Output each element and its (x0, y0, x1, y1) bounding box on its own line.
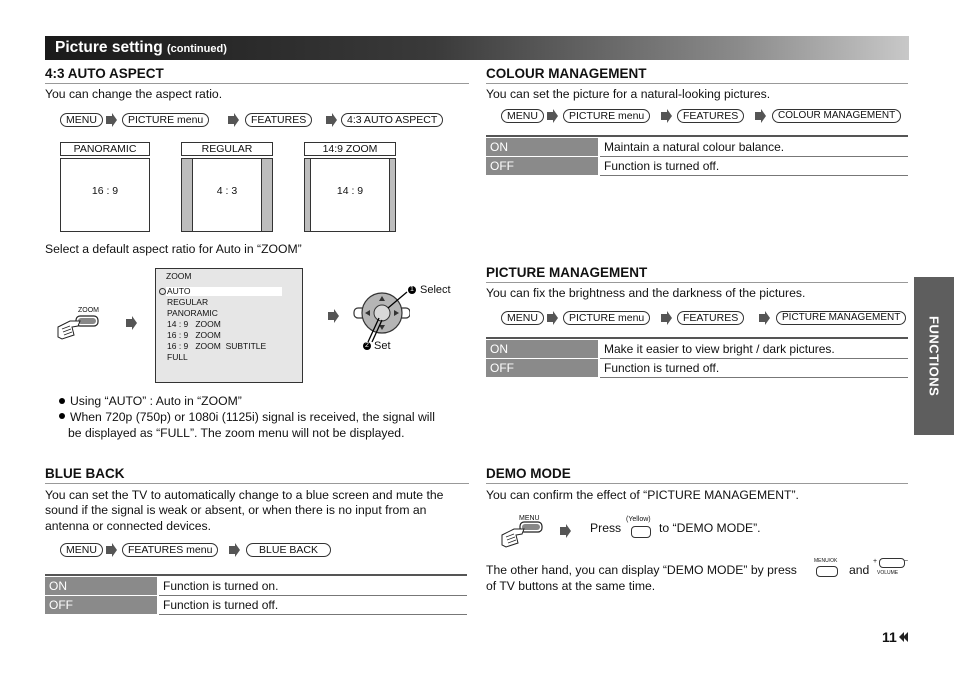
menu-ok-button-icon (816, 566, 838, 577)
nav-blue-back-pill: BLUE BACK (246, 543, 331, 557)
table-top-line (486, 135, 908, 137)
page-title-text: Picture setting (55, 39, 163, 56)
bullet-icon (59, 398, 65, 404)
aspect-section-title: 4:3 AUTO ASPECT (45, 66, 164, 81)
demo-title-rule (486, 483, 908, 484)
blue-back-text-line: antenna or connected devices. (45, 519, 212, 533)
yellow-label: (Yellow) (626, 516, 651, 523)
table-key-off: OFF (486, 359, 598, 377)
nav-picture-menu-pill: PICTURE menu (122, 113, 209, 127)
nav-arrow-icon (324, 113, 338, 127)
nav-arrow-icon (545, 109, 559, 123)
table-top-line (486, 337, 908, 339)
nav-arrow-icon (558, 524, 572, 538)
radio-selected-icon (159, 288, 166, 295)
nav-menu-pill: MENU (501, 311, 544, 325)
volume-button-icon (879, 558, 905, 568)
side-bar-right (261, 159, 272, 231)
zoom-menu-item: PANORAMIC (167, 308, 218, 318)
zoom-menu-title: ZOOM (166, 271, 192, 281)
aspect-mode-box-regular (181, 158, 273, 232)
picture-management-intro: You can fix the brightness and the darkness of the pictures. (486, 286, 806, 300)
page-title-continued: (continued) (166, 43, 227, 55)
aspect-ratio-text: 14 : 9 (336, 185, 364, 197)
zoom-menu-item: REGULAR (167, 297, 209, 307)
nav-features-menu-pill: FEATURES menu (122, 543, 218, 557)
aspect-mode-label-panoramic: PANORAMIC (60, 142, 150, 156)
page-title (55, 38, 227, 59)
nav-menu-pill: MENU (60, 543, 103, 557)
hand-press-menu-icon (500, 521, 546, 549)
side-bar-left (182, 159, 193, 231)
zoom-menu-panel (155, 268, 303, 383)
colour-intro: You can set the picture for a natural-looking pictures. (486, 87, 771, 101)
nav-colour-management-pill: COLOUR MANAGEMENT (772, 109, 901, 123)
nav-aspect-pill: 4:3 AUTO ASPECT (341, 113, 443, 127)
blue-back-text-line: You can set the TV to automatically change to a blue screen and mute the (45, 488, 444, 502)
bullet-icon (59, 413, 65, 419)
blue-back-section-title: BLUE BACK (45, 466, 125, 481)
nav-arrow-icon (545, 311, 559, 325)
step-1-badge: 1 (408, 286, 416, 294)
nav-arrow-icon (124, 316, 138, 330)
bullet-text: Using “AUTO” : Auto in “ZOOM” (70, 394, 242, 408)
nav-arrow-icon (104, 113, 118, 127)
nav-menu-pill: MENU (60, 113, 103, 127)
nav-menu-pill: MENU (501, 109, 544, 123)
yellow-button-icon (631, 526, 651, 538)
zoom-menu-item: AUTO (167, 286, 191, 296)
press-text: Press (590, 521, 622, 535)
nav-arrow-icon (226, 113, 240, 127)
menu-button-label: MENU (519, 515, 540, 522)
bullet-text: When 720p (750p) or 1080i (1125i) signal is received, the signal will (70, 410, 435, 424)
set-label: Set (374, 340, 391, 352)
nav-features-pill: FEATURES (245, 113, 312, 127)
blue-back-title-rule (45, 483, 469, 484)
blue-back-text-line: sound if the signal is weak or absent, or when there is no input from an (45, 503, 427, 517)
table-key-on: ON (486, 340, 598, 358)
table-value-off: Function is turned off. (600, 157, 908, 176)
side-bar-right (389, 159, 395, 231)
select-label: Select (420, 284, 451, 296)
table-key-off: OFF (45, 596, 157, 614)
zoom-menu-item: FULL (167, 352, 188, 362)
table-value-on: Function is turned on. (159, 577, 467, 596)
volume-minus-sign: − (904, 558, 909, 565)
table-value-off: Function is turned off. (600, 359, 908, 378)
picture-management-title-rule (486, 282, 908, 283)
hand-press-zoom-icon (56, 313, 102, 341)
nav-arrow-icon (227, 543, 241, 557)
aspect-intro: You can change the aspect ratio. (45, 87, 223, 101)
table-top-line (45, 574, 467, 576)
menu-ok-label: MENU/OK (814, 558, 838, 564)
to-demo-text: to “DEMO MODE”. (659, 521, 761, 535)
aspect-ratio-text: 16 : 9 (91, 185, 119, 197)
nav-picture-menu-pill: PICTURE menu (563, 311, 650, 325)
nav-arrow-icon (326, 309, 340, 323)
zoom-menu-item: 14 : 9 ZOOM (167, 319, 221, 329)
colour-title-rule (486, 83, 908, 84)
nav-arrow-icon (659, 109, 673, 123)
page-number: 11 (882, 629, 897, 645)
aspect-mode-label-regular: REGULAR (181, 142, 273, 156)
demo-intro: You can confirm the effect of “PICTURE MANAGEMENT”. (486, 488, 799, 502)
demo-other-line-2: of TV buttons at the same time. (486, 579, 656, 593)
zoom-menu-item: 16 : 9 ZOOM SUBTITLE (167, 341, 267, 351)
table-value-on: Make it easier to view bright / dark pictures. (600, 340, 908, 359)
bullet-text-continued: be displayed as “FULL”. The zoom menu will not be displayed. (68, 426, 405, 440)
nav-arrow-icon (757, 311, 771, 325)
aspect-title-rule (45, 83, 469, 84)
and-text: and (849, 563, 870, 577)
nav-picture-menu-pill: PICTURE menu (563, 109, 650, 123)
colour-section-title: COLOUR MANAGEMENT (486, 66, 647, 81)
nav-arrow-icon (659, 311, 673, 325)
table-key-on: ON (486, 138, 598, 156)
aspect-mode-box-panoramic (60, 158, 150, 232)
aspect-mode-box-zoom (304, 158, 396, 232)
step-2-badge: 2 (363, 342, 371, 350)
picture-management-section-title: PICTURE MANAGEMENT (486, 265, 648, 280)
aspect-ratio-text: 4 : 3 (216, 185, 238, 197)
demo-other-line: The other hand, you can display “DEMO MODE” by press (486, 563, 797, 577)
nav-arrow-icon (104, 543, 118, 557)
page-arrow-icon (899, 632, 908, 642)
demo-section-title: DEMO MODE (486, 466, 571, 481)
nav-arrow-icon (753, 109, 767, 123)
table-value-off: Function is turned off. (159, 596, 467, 615)
nav-features-pill: FEATURES (677, 311, 744, 325)
nav-features-pill: FEATURES (677, 109, 744, 123)
zoom-button-label: ZOOM (78, 307, 99, 314)
volume-plus-sign: + (873, 558, 878, 565)
table-key-on: ON (45, 577, 157, 595)
nav-picture-management-pill: PICTURE MANAGEMENT (776, 311, 906, 325)
volume-label: VOLUME (877, 570, 899, 576)
table-key-off: OFF (486, 157, 598, 175)
aspect-mode-label-zoom: 14:9 ZOOM (304, 142, 396, 156)
side-tab-label: FUNCTIONS (926, 315, 942, 397)
zoom-menu-item: 16 : 9 ZOOM (167, 330, 221, 340)
zoom-note: Select a default aspect ratio for Auto in “ZOOM” (45, 242, 302, 256)
table-value-on: Maintain a natural colour balance. (600, 138, 908, 157)
side-bar-left (305, 159, 311, 231)
